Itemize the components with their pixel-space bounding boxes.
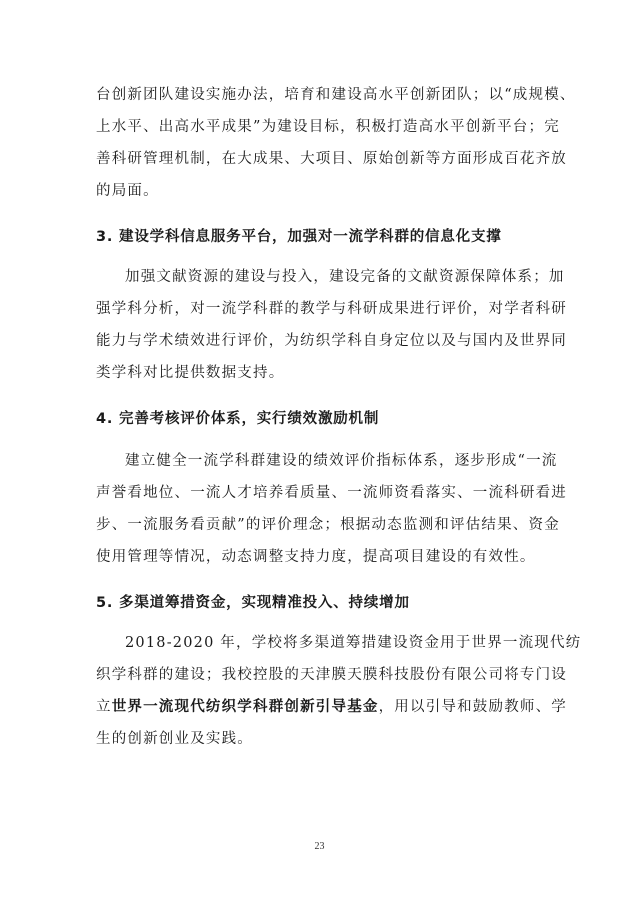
text-span: 立 [96,699,112,715]
text-line: 2018-2020 年，学校将多渠道筹措建设资金用于世界一流现代纺 [125,635,582,651]
text-line: 上水平、出高水平成果”为建设目标，积极打造高水平创新平台；完 [96,119,560,135]
text-line: 能力与学术绩效进行评价，为纺织学科自身定位以及与国内及世界同 [96,333,567,349]
section-heading: 4. 完善考核评价体系，实行绩效激励机制 [96,411,380,427]
text-line: 织学科群的建设；我校控股的天津膜天膜科技股份有限公司将专门设 [96,667,567,683]
text-line: 善科研管理机制，在大成果、大项目、原始创新等方面形成百花齐放 [96,151,567,167]
text-line: 强学科分析，对一流学科群的教学与科研成果进行评价，对学者科研 [96,301,567,317]
text-line: 加强文献资源的建设与投入，建设完备的文献资源保障体系；加 [125,269,565,285]
text-span: ，用以引导和鼓励教师、学 [378,699,568,715]
section-4 [96,404,546,434]
section-3 [96,222,546,252]
text-line: 生的创新创业及实践。 [96,731,253,747]
section-3-body [96,262,567,390]
text-line: 使用管理等情况，动态调整支持力度，提高项目建设的有效性。 [96,549,536,565]
page-number: 23 [314,841,325,852]
text-line: 步、一流服务看贡献”的评价理念；根据动态监测和评估结果、资金 [96,517,560,533]
text-line: 台创新团队建设实施办法，培育和建设高水平创新团队；以“成规模、 [96,87,576,103]
text-line [96,692,568,722]
section-5 [96,588,546,618]
bold-text-span: 世界一流现代纺织学科群创新引导基金 [111,699,379,715]
text-line: 声誉看地位、一流人才培养看质量、一流师资看落实、一流科研看进 [96,485,567,501]
text-line: 的局面。 [96,183,159,199]
section-heading: 3. 建设学科信息服务平台，加强对一流学科群的信息化支撑 [96,229,502,245]
section-5-body [96,628,582,756]
section-4-body [96,446,567,574]
text-line: 建立健全一流学科群建设的绩效评价指标体系，逐步形成“一流 [125,453,558,469]
text-line: 类学科对比提供数据支持。 [96,365,285,381]
section-heading: 5. 多渠道筹措资金，实现精准投入、持续增加 [96,595,410,611]
intro-paragraph [96,80,576,208]
